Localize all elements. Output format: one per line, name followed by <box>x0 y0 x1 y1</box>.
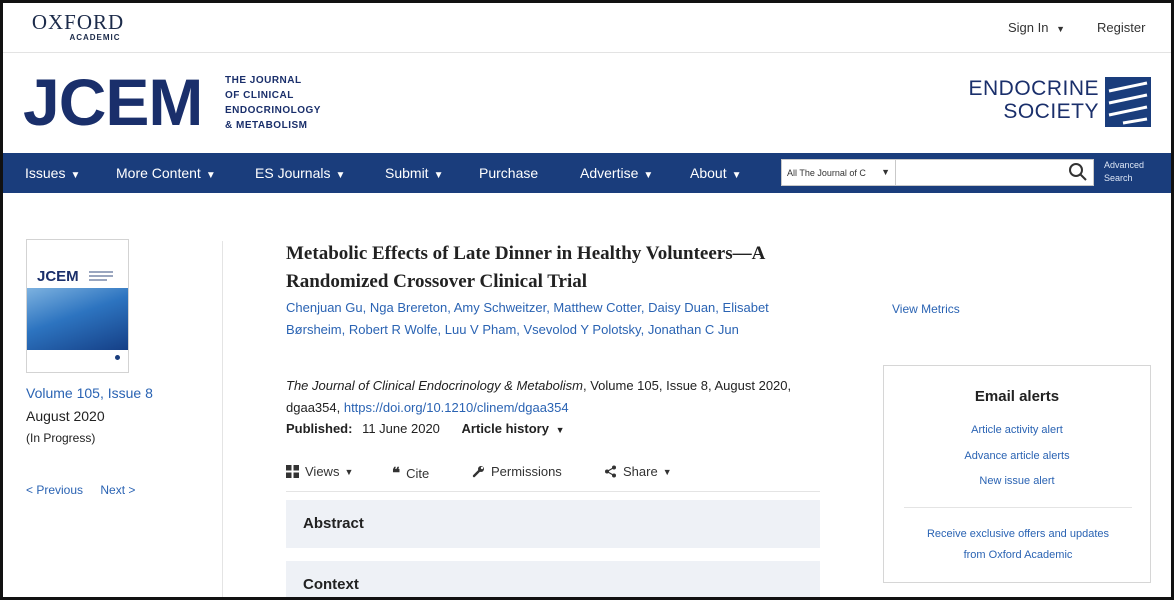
society-name-line: ENDOCRINE <box>968 77 1099 100</box>
caret-down-icon: ▼ <box>70 170 81 181</box>
caret-down-icon: ▼ <box>335 170 346 181</box>
top-utility-bar <box>3 3 1171 53</box>
author-list: Chenjuan Gu, Nga Brereton, Amy Schweitzer, Matthew Cotter, Daisy Duan, Elisabet Børsheim, Robert R Wolfe, Luu V Pham, Vsevolod Y Polotsky, Jonathan C Jun <box>286 300 769 337</box>
doi-link[interactable]: https://doi.org/10.1210/clinem/dgaa354 <box>343 400 569 415</box>
caret-down-icon: ▼ <box>731 170 742 181</box>
advanced-search-line: Search <box>1104 173 1133 183</box>
promo-line: Receive exclusive offers and updates <box>926 528 1109 540</box>
chevron-down-icon: ▼ <box>344 466 354 477</box>
author-link[interactable]: Amy Schweitzer <box>453 300 547 315</box>
society-name-line: SOCIETY <box>1003 100 1099 123</box>
wrench-icon <box>472 465 485 478</box>
author-link[interactable]: Nga Brereton <box>369 300 448 315</box>
share-icon <box>604 465 617 478</box>
caret-down-icon: ▼ <box>205 170 216 181</box>
promo-line: from Oxford Academic <box>963 549 1073 561</box>
chevron-down-icon: ▼ <box>662 466 672 477</box>
cover-badge-icon <box>115 355 120 360</box>
cite-button[interactable] <box>392 464 429 482</box>
nav-advertise[interactable] <box>580 165 653 181</box>
search-scope-select[interactable] <box>781 159 896 186</box>
issue-cover-image[interactable] <box>26 239 129 373</box>
previous-link[interactable]: < Previous <box>26 483 84 497</box>
author-link[interactable]: Matthew Cotter <box>553 300 641 315</box>
author-link[interactable]: Jonathan C Jun <box>647 322 739 337</box>
sign-in-label: Sign In <box>1008 20 1049 35</box>
oxford-logo-line2: ACADEMIC <box>69 33 121 42</box>
advanced-search-link[interactable] <box>1104 159 1144 185</box>
chevron-down-icon: ▼ <box>1056 24 1066 34</box>
email-alerts-panel <box>883 365 1151 583</box>
nav-about[interactable] <box>690 165 742 181</box>
sign-in-button[interactable] <box>1008 20 1065 35</box>
author-link[interactable]: Chenjuan Gu <box>286 300 363 315</box>
nav-es-journals[interactable] <box>255 165 345 181</box>
nav-label: More Content <box>116 165 201 181</box>
issue-status: (In Progress) <box>26 431 96 445</box>
nav-label: Purchase <box>479 165 539 181</box>
nav-label: Issues <box>25 165 66 181</box>
cover-photo <box>27 288 128 350</box>
advanced-search-line: Advanced <box>1104 160 1145 170</box>
chevron-down-icon: ▼ <box>555 425 565 435</box>
published-label: Published: <box>286 421 353 436</box>
grid-icon <box>286 465 299 478</box>
next-link[interactable]: Next > <box>100 483 136 497</box>
advance-article-alerts-link[interactable]: Advance article alerts <box>964 450 1070 462</box>
share-button[interactable] <box>604 464 672 479</box>
register-link[interactable]: Register <box>1097 20 1146 35</box>
search-icon[interactable] <box>1067 161 1089 183</box>
endocrine-society-logo[interactable] <box>953 77 1099 123</box>
alerts-divider <box>904 507 1132 508</box>
column-divider <box>222 241 223 600</box>
endocrine-society-mark-icon <box>1105 77 1151 127</box>
caret-down-icon: ▼ <box>433 170 444 181</box>
journal-full-name <box>225 73 321 133</box>
journal-name-line: THE JOURNAL <box>225 75 302 86</box>
nav-label: Submit <box>385 165 429 181</box>
author-link[interactable]: Elisabet Børsheim <box>286 300 769 337</box>
search-input[interactable] <box>896 159 1094 186</box>
publication-info <box>286 421 565 436</box>
main-navigation <box>3 153 1171 193</box>
views-button[interactable] <box>286 464 353 479</box>
share-label: Share <box>623 464 658 479</box>
journal-name: The Journal of Clinical Endocrinology & Metabolism <box>286 378 583 393</box>
nav-label: About <box>690 165 727 181</box>
caret-down-icon: ▼ <box>643 170 654 181</box>
quote-icon: ❝ <box>392 465 401 482</box>
search-scope-value: All The Journal of C <box>787 168 866 178</box>
nav-label: Advertise <box>580 165 639 181</box>
journal-name-line: & METABOLISM <box>225 120 308 131</box>
nav-submit[interactable] <box>385 165 443 181</box>
permissions-label: Permissions <box>491 464 562 479</box>
author-link[interactable]: Daisy Duan <box>648 300 716 315</box>
view-metrics-link[interactable]: View Metrics <box>892 302 960 316</box>
jcem-logo[interactable]: JCEM <box>23 65 203 139</box>
nav-issues[interactable] <box>25 165 80 181</box>
chevron-down-icon: ▼ <box>881 167 890 177</box>
cover-subtitle-bars-icon <box>89 271 113 281</box>
email-alerts-title: Email alerts <box>974 388 1060 405</box>
author-link[interactable]: Luu V Pham <box>444 322 517 337</box>
author-link[interactable]: Robert R Wolfe <box>348 322 438 337</box>
citation-details: , Volume 105, Issue 8, August 2020, dgaa354, <box>286 378 792 415</box>
article-history-dropdown[interactable] <box>462 421 565 436</box>
published-date: 11 June 2020 <box>362 421 440 436</box>
toolbar-divider <box>286 491 820 492</box>
article-title: Metabolic Effects of Late Dinner in Healthy Volunteers—A Randomized Crossover Clinical Trial <box>286 243 765 292</box>
cover-title: JCEM <box>37 268 79 285</box>
permissions-button[interactable] <box>472 464 562 479</box>
author-link[interactable]: Vsevolod Y Polotsky <box>523 322 641 337</box>
issue-date: August 2020 <box>26 408 105 424</box>
citation <box>286 375 806 419</box>
issue-pagination <box>26 483 149 497</box>
views-label: Views <box>305 464 340 479</box>
nav-label: ES Journals <box>255 165 331 181</box>
journal-name-line: OF CLINICAL <box>225 90 294 101</box>
nav-more-content[interactable] <box>116 165 216 181</box>
volume-issue-link[interactable]: Volume 105, Issue 8 <box>26 385 153 401</box>
nav-purchase[interactable] <box>479 165 538 181</box>
article-activity-alert-link[interactable]: Article activity alert <box>971 424 1063 436</box>
new-issue-alert-link[interactable]: New issue alert <box>979 475 1055 487</box>
oxford-academic-logo[interactable] <box>23 11 133 42</box>
article-history-label: Article history <box>461 421 549 436</box>
oxford-logo-line1: OXFORD <box>31 10 125 34</box>
context-section-header[interactable]: Context <box>286 561 820 600</box>
journal-name-line: ENDOCRINOLOGY <box>225 105 321 116</box>
abstract-section-header[interactable]: Abstract <box>286 500 820 548</box>
offers-promo-link[interactable] <box>894 524 1142 566</box>
cite-label: Cite <box>406 465 430 481</box>
